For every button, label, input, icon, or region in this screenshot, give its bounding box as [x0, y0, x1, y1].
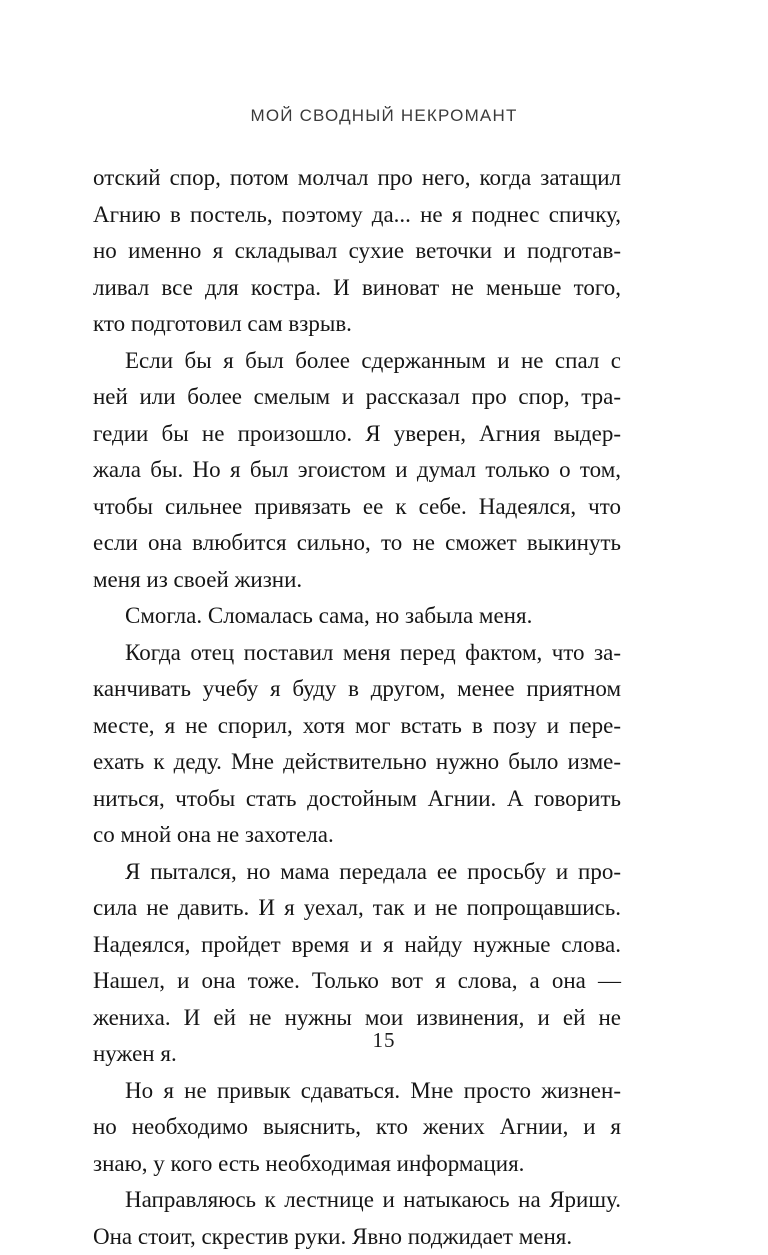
- text-line: Агнию в постель, поэтому да... не я поднес спичку,: [93, 197, 621, 234]
- text-line: гедии бы не произошло. Я уверен, Агния выдер-: [93, 416, 621, 453]
- text-line: канчивать учебу я буду в другом, менее приятном: [93, 671, 621, 708]
- text-line: Когда отец поставил меня перед фактом, что за-: [93, 635, 621, 672]
- text-line: Но я не привык сдаваться. Мне просто жизнен-: [93, 1073, 621, 1110]
- text-line: ниться, чтобы стать достойным Агнии. А говорить: [93, 781, 621, 818]
- text-line: жениха. И ей не нужны мои извинения, и ей не: [93, 1000, 621, 1037]
- text-line: отский спор, потом молчал про него, когда затащил: [93, 160, 621, 197]
- body-text: [93, 160, 621, 1255]
- text-line: Смогла. Сломалась сама, но забыла меня.: [93, 598, 621, 635]
- text-line: жала бы. Но я был эгоистом и думал только о том,: [93, 452, 621, 489]
- text-line: Нашел, и она тоже. Только вот я слова, а она —: [93, 963, 621, 1000]
- page-number: 15: [0, 1028, 768, 1053]
- running-head: МОЙ СВОДНЫЙ НЕКРОМАНТ: [0, 106, 768, 126]
- text-line: нужен я.: [93, 1036, 621, 1073]
- text-line: Она стоит, скрестив руки. Явно поджидает меня.: [93, 1219, 621, 1255]
- text-line: чтобы сильнее привязать ее к себе. Надеялся, что: [93, 489, 621, 526]
- text-line: но необходимо выяснить, кто жених Агнии, и я: [93, 1109, 621, 1146]
- text-line: кто подготовил сам взрыв.: [93, 306, 621, 343]
- text-line: ливал все для костра. И виноват не меньше того,: [93, 270, 621, 307]
- text-line: ехать к деду. Мне действительно нужно было изме-: [93, 744, 621, 781]
- text-line: Я пытался, но мама передала ее просьбу и про-: [93, 854, 621, 891]
- text-line: Если бы я был более сдержанным и не спал с: [93, 343, 621, 380]
- text-line: знаю, у кого есть необходимая информация.: [93, 1146, 621, 1183]
- text-line: ней или более смелым и рассказал про спор, тра-: [93, 379, 621, 416]
- text-line: Надеялся, пройдет время и я найду нужные слова.: [93, 927, 621, 964]
- text-line: меня из своей жизни.: [93, 562, 621, 599]
- text-line: если она влюбится сильно, то не сможет выкинуть: [93, 525, 621, 562]
- text-line: но именно я складывал сухие веточки и подготав-: [93, 233, 621, 270]
- text-line: сила не давить. И я уехал, так и не попрощавшись.: [93, 890, 621, 927]
- text-line: Направляюсь к лестнице и натыкаюсь на Яришу.: [93, 1182, 621, 1219]
- text-line: со мной она не захотела.: [93, 817, 621, 854]
- text-line: месте, я не спорил, хотя мог встать в позу и пере-: [93, 708, 621, 745]
